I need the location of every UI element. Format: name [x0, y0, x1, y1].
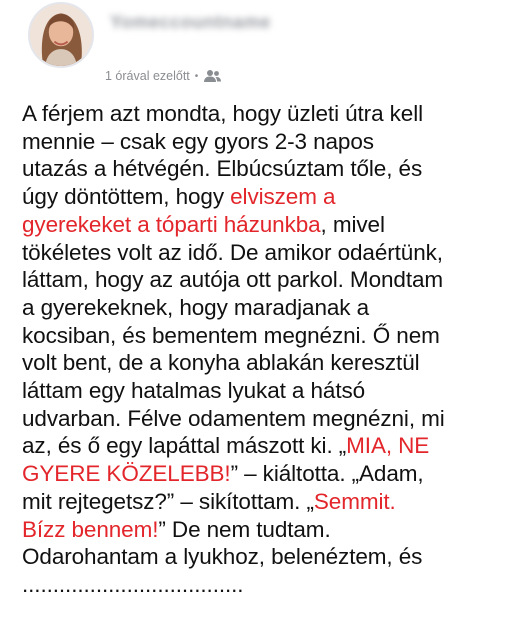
text-segment: láttam, hogy az autója ott parkol. Mondtam [22, 267, 444, 293]
avatar-photo [30, 4, 92, 66]
post-text-line [22, 239, 508, 267]
post-text-line [22, 377, 508, 405]
post-text-line [22, 100, 508, 128]
text-segment: udvarban. Félve odamentem megnézni, mi [22, 405, 445, 431]
post-text-line [22, 294, 508, 322]
highlighted-text: Semmit. [313, 488, 396, 514]
highlighted-text: elviszem a [230, 184, 336, 210]
highlighted-text: MIA, NE [346, 433, 430, 459]
text-segment: tökéletes volt az idő. De amikor odaértünk, [22, 239, 443, 265]
text-segment: kocsiban, és bementem megnézni. Ő nem [22, 322, 440, 348]
author-name[interactable]: Yomeccountname [110, 12, 271, 32]
post-meta [105, 67, 221, 85]
post-text-line [22, 322, 508, 350]
post-text-line [22, 460, 508, 488]
post-text-line [22, 349, 508, 377]
text-segment: ” – kiáltotta. „Adam, [230, 461, 424, 487]
text-segment: Odarohantam a lyukhoz, belenéztem, és [22, 544, 423, 570]
highlighted-text: Bízz bennem! [22, 516, 159, 542]
highlighted-text: gyerekeket a tóparti házunkba [22, 211, 321, 237]
post-text-line [22, 183, 508, 211]
post-text-line [22, 571, 508, 599]
text-segment: úgy döntöttem, hogy [22, 184, 231, 210]
post-text-line [22, 488, 508, 516]
meta-separator: • [194, 70, 199, 82]
text-segment: volt bent, de a konyha ablakán keresztül [22, 350, 420, 376]
post-text-line [22, 155, 508, 183]
post-text-line [22, 516, 508, 544]
text-segment: utazás a hétvégén. Elbúcsúztam tőle, és [22, 156, 423, 182]
post-text-line [22, 432, 508, 460]
post-text-line [22, 405, 508, 433]
post-timestamp[interactable]: 1 órával ezelőtt [105, 69, 190, 83]
text-segment: az, és ő egy lapáttal mászott ki. „ [22, 433, 347, 459]
friends-icon[interactable] [204, 69, 221, 83]
post-text-line [22, 266, 508, 294]
text-segment: mit rejtegetsz?” – sikítottam. „ [22, 488, 314, 514]
post-text-line [22, 543, 508, 571]
text-segment: ” De nem tudtam. [158, 516, 331, 542]
post-header [0, 0, 512, 100]
post-text-line [22, 128, 508, 156]
text-segment: a gyerekeknek, hogy maradjanak a [22, 294, 370, 320]
text-segment: láttam egy hatalmas lyukat a hátsó [22, 378, 366, 404]
text-segment: .................................... [22, 571, 244, 597]
post-text [22, 100, 508, 599]
avatar[interactable] [28, 2, 94, 68]
text-segment: , mivel [320, 211, 385, 237]
text-segment: A férjem azt mondta, hogy üzleti útra kell [22, 101, 423, 126]
highlighted-text: GYERE KÖZELEBB! [22, 461, 231, 487]
post-text-line [22, 211, 508, 239]
text-segment: mennie – csak egy gyors 2-3 napos [22, 128, 374, 154]
